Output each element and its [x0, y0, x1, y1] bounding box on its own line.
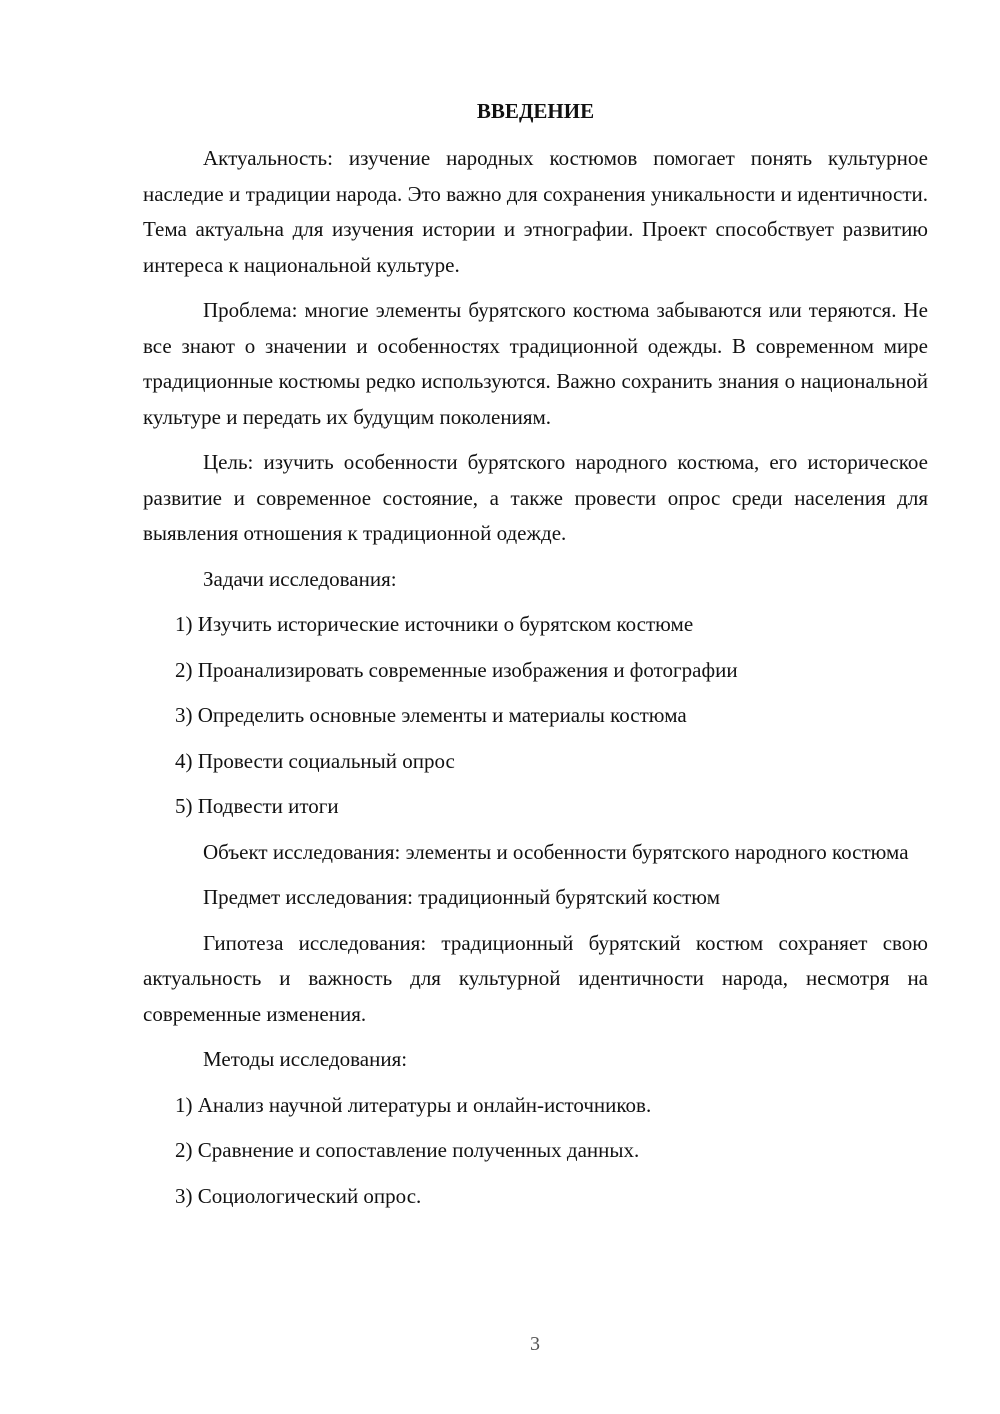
task-item: 1) Изучить исторические источники о бурятском костюме — [175, 612, 694, 636]
task-item: 4) Провести социальный опрос — [175, 748, 455, 773]
hypothesis-paragraph: Гипотеза исследования: традиционный бурятский костюм сохраняет свою актуальность и важность для культурной идентичности народа, несмотря на современные изменения. — [143, 930, 928, 1026]
object-paragraph: Объект исследования: элементы и особенности бурятского народного костюма — [203, 839, 909, 864]
page-number: 3 — [530, 1333, 540, 1355]
task-item: 2) Проанализировать современные изображения и фотографии — [175, 657, 738, 682]
page-title: ВВЕДЕНИЕ — [476, 99, 595, 123]
subject-paragraph: Предмет исследования: традиционный бурятский костюм — [203, 885, 721, 909]
problem-paragraph: Проблема: многие элементы бурятского костюма забываются или теряются. Не все знают о значении и особенностях традиционной одежды. В современном мире традиционные костюмы редко используются. Важно сохранить знания о национальной культуре и передать их будущим поколениям. — [143, 298, 928, 429]
task-item: 5) Подвести итоги — [175, 794, 339, 818]
document-page — [143, 96, 928, 1224]
tasks-heading: Задачи исследования: — [203, 566, 397, 591]
methods-heading: Методы исследования: — [203, 1047, 408, 1071]
task-item: 3) Определить основные элементы и материалы костюма — [175, 703, 687, 727]
method-item: 2) Сравнение и сопоставление полученных данных. — [175, 1138, 640, 1162]
method-item: 1) Анализ научной литературы и онлайн-источников. — [175, 1092, 652, 1117]
goal-paragraph: Цель: изучить особенности бурятского народного костюма, его историческое развитие и современное состояние, а также провести опрос среди населения для выявления отношения к традиционной одежде. — [143, 450, 928, 545]
relevance-paragraph: Актуальность: изучение народных костюмов помогает понять культурное наследие и традиции народа. Это важно для сохранения уникальности и идентичности. Тема актуальна для изучения истории и этнографии. Проект способствует развитию интереса к национальной культуре. — [143, 146, 928, 277]
method-item: 3) Социологический опрос. — [175, 1183, 422, 1208]
